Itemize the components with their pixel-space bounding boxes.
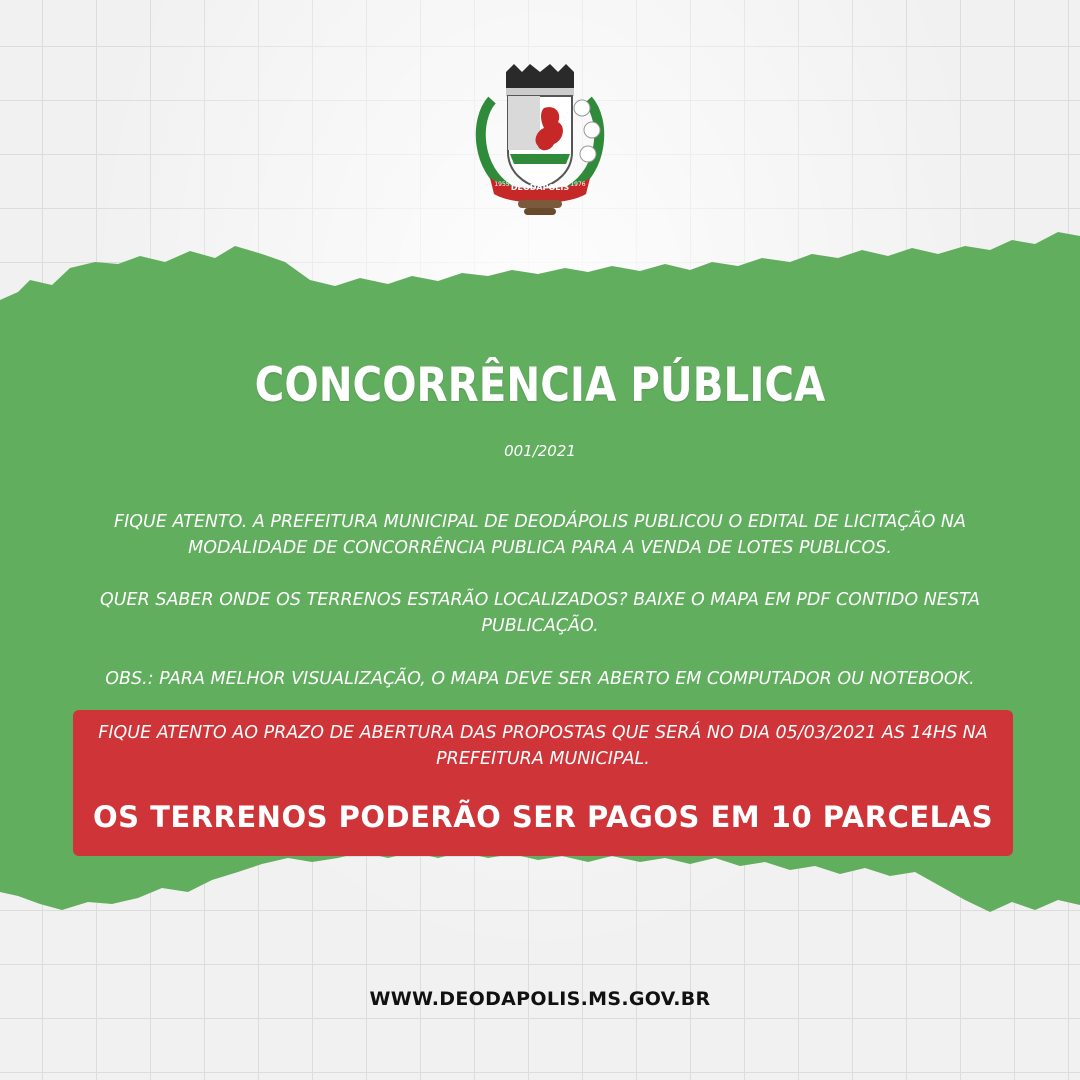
deadline-text: FIQUE ATENTO AO PRAZO DE ABERTURA DAS PROPOSTAS QUE SERÁ NO DIA 05/03/2021 AS 14HS NA PREFEITURA MUNICIPAL. — [98, 723, 988, 769]
process-number: 001/2021 — [504, 442, 576, 460]
notice-paragraph: FIQUE ATENTO. A PREFEITURA MUNICIPAL DE DEODÁPOLIS PUBLICOU O EDITAL DE LICITAÇÃO NA MODALIDADE DE CONCORRÊNCIA PUBLICA PARA A VENDA DE LOTES PUBLICOS. — [114, 512, 966, 558]
page-title: CONCORRÊNCIA PÚBLICA — [254, 358, 826, 413]
observation-paragraph: OBS.: PARA MELHOR VISUALIZAÇÃO, O MAPA DEVE SER ABERTO EM COMPUTADOR OU NOTEBOOK. — [105, 669, 975, 689]
deadline-alert-box — [73, 710, 1013, 856]
emblem-text: DEODÁPOLIS — [510, 183, 570, 192]
map-paragraph: QUER SABER ONDE OS TERRENOS ESTARÃO LOCALIZADOS? BAIXE O MAPA EM PDF CONTIDO NESTA PUBLICAÇÃO. — [99, 590, 981, 636]
emblem-year-left: 1955 — [494, 181, 510, 188]
coat-of-arms-logo — [470, 60, 610, 220]
installments-highlight: OS TERRENOS PODERÃO SER PAGOS EM 10 PARCELAS — [92, 800, 993, 834]
website-link[interactable]: WWW.DEODAPOLIS.MS.GOV.BR — [369, 988, 711, 1010]
emblem-year-right: 1976 — [570, 181, 586, 188]
